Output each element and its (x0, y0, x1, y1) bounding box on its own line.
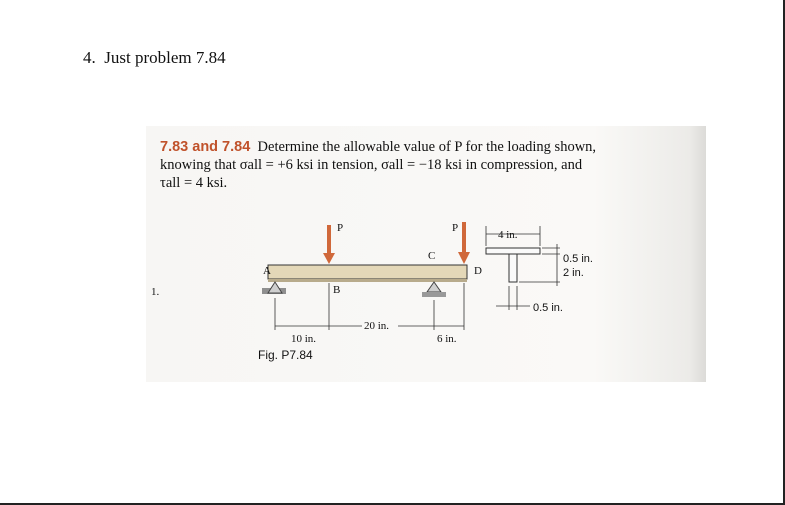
pin-support-c (427, 282, 441, 292)
dim-ab-label: 10 in. (291, 333, 317, 345)
question-text: Just problem 7.84 (104, 48, 226, 67)
point-c-label: C (428, 250, 436, 262)
beam (268, 265, 467, 279)
margin-mark: 1. (151, 286, 160, 298)
problem-numbers: 7.83 and 7.84 (160, 139, 251, 155)
beam-shadow (268, 279, 467, 282)
section-depth-label: 2 in. (563, 267, 584, 279)
section-web-label: 0.5 in. (533, 302, 563, 314)
point-b-label: B (333, 284, 341, 296)
question-number: 4. (83, 48, 96, 67)
load-label-2: P (452, 222, 459, 234)
problem-line-3: τall = 4 ksi. (160, 175, 228, 191)
t-section-web (509, 254, 517, 282)
load-label-1: P (337, 222, 344, 234)
pin-support-a (268, 282, 282, 293)
dim-cd-label: 6 in. (437, 333, 457, 345)
problem-line-1-text: Determine the allowable value of P for the loading shown, (257, 139, 597, 155)
section-width-label: 4 in. (498, 229, 518, 241)
section-flange-label: 0.5 in. (563, 253, 593, 265)
load-arrowhead-1 (323, 253, 335, 264)
dim-bc-label: 20 in. (364, 320, 390, 332)
point-d-label: D (474, 265, 482, 277)
ground-c (422, 292, 446, 297)
figure-caption: Fig. P7.84 (258, 348, 313, 362)
load-arrowhead-2 (458, 252, 470, 264)
t-section-flange (486, 248, 540, 254)
problem-line-2: knowing that σall = +6 ksi in tension, σall = −18 ksi in compression, and (160, 157, 583, 173)
point-a-label: A (263, 265, 271, 277)
